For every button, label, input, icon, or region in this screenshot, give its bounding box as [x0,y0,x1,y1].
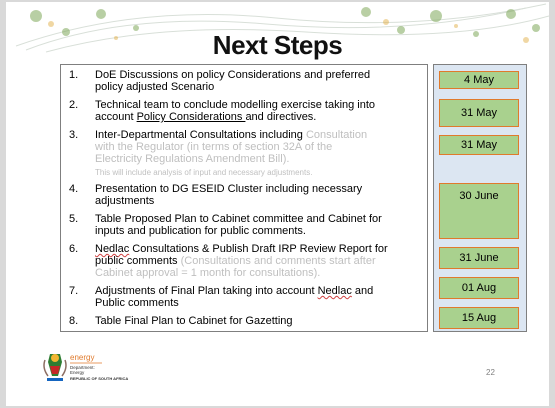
step-note: This will include analysis of input and necessary adjustments. [95,168,313,177]
step-number: 1. [69,69,79,81]
step-text: Table Proposed Plan to Cabinet committee and Cabinet for [95,213,382,225]
date-badge: 31 June [439,247,519,269]
step-text: and directives. [245,111,317,123]
logo-text: Department: [70,365,95,370]
step-text: Consultations & Publish Draft IRP Review Report for [129,243,388,255]
step-text: Adjustments of Final Plan taking into account [95,285,318,297]
step-text: public comments [95,255,181,267]
slide-title: Next Steps [212,30,343,60]
slide [6,2,549,406]
date-badge: 31 May [439,99,519,127]
step-text: Public comments [95,297,179,309]
step-text: Nedlac [95,243,130,255]
step-muted-text: (Consultations and comments start after [180,255,376,267]
step-text: Inter-Departmental Consultations including [95,129,306,141]
step-number: 7. [69,285,79,297]
date-badge: 31 May [439,135,519,155]
step-number: 5. [69,213,79,225]
page-number: 22 [486,368,495,377]
step-number: 6. [69,243,79,255]
step-number: 4. [69,183,79,195]
date-badge: 30 June [439,183,519,239]
policy-considerations-link: Policy Considerations [136,111,246,123]
step-text: account [95,111,137,123]
date-badge: 15 Aug [439,307,519,329]
step-number: 3. [69,129,79,141]
step-muted-text: Consultation [305,129,368,141]
step-text: Technical team to conclude modelling exercise taking into [95,99,376,111]
date-badge: 4 May [439,71,519,89]
step-text: adjustments [95,195,155,207]
step-text: DoE Discussions on policy Considerations and preferred [95,69,371,81]
step-text: Table Final Plan to Cabinet for Gazetting [95,315,293,327]
coat-of-arms-icon [44,354,66,381]
logo-text: REPUBLIC OF SOUTH AFRICA [70,376,129,381]
step-text: and [351,285,374,297]
step-muted-text: Electricity Regulations Amendment Bill). [95,153,290,165]
logo-text: energy [70,353,95,362]
step-muted-text: Cabinet approval = 1 month for consultations). [95,267,321,279]
step-number: 2. [69,99,79,111]
step-text: inputs and publication for public comments. [95,225,306,237]
logo-text: Energy [70,370,85,375]
department-logo [40,350,140,390]
date-badge: 01 Aug [439,277,519,299]
steps-list [60,64,428,332]
dates-column [433,64,527,332]
step-number: 8. [69,315,79,327]
step-text: policy adjusted Scenario [95,81,215,93]
step-muted-text: with the Regulator (in terms of section 32A of the [95,141,333,153]
step-text: Presentation to DG ESEID Cluster including necessary [95,183,363,195]
step-text: Nedlac [317,285,352,297]
